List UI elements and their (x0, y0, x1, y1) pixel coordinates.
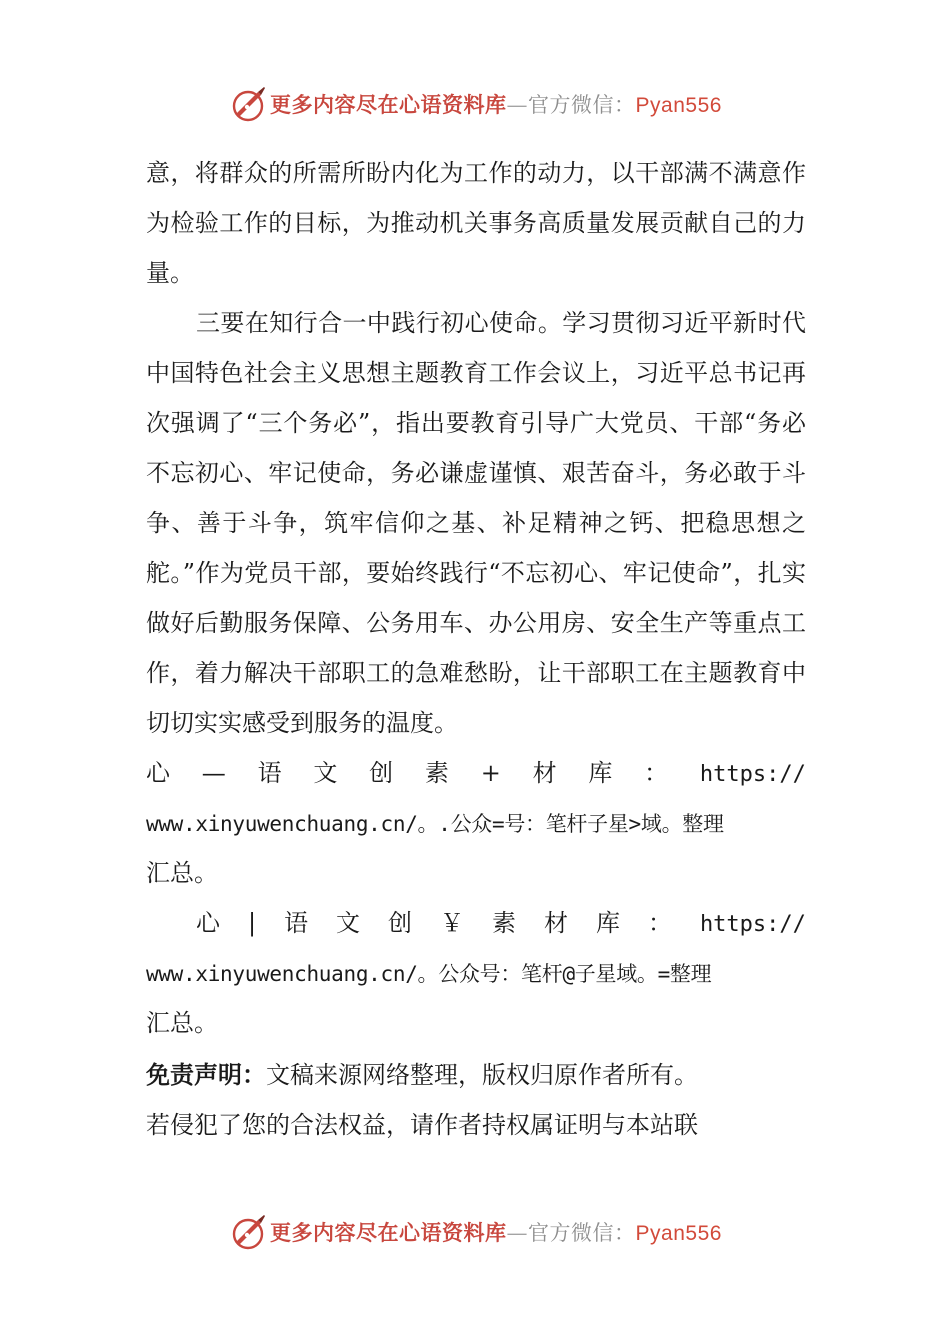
wm2-char: | (247, 909, 257, 937)
wm1-char: 素 (424, 759, 449, 787)
banner-wechat-id: Pyan556 (635, 94, 722, 117)
wm1-char: 材 (532, 759, 557, 787)
wm2-char: 素 (492, 909, 516, 937)
watermark-1-line-1 (146, 748, 806, 798)
wm1-char: — (201, 759, 226, 787)
banner-wechat-label: 官方微信： (528, 1221, 636, 1245)
wm1-char: ： (644, 759, 669, 787)
wm2-char: 创 (388, 909, 413, 937)
paragraph-1: 意，将群众的所需所盼内化为工作的动力，以干部满不满意作为检验工作的目标，为推动机关事务高质量发展贡献自己的力量。 (146, 159, 806, 287)
wm2-char: 心 (196, 909, 220, 937)
document-body (146, 148, 806, 1150)
banner-wechat-id: Pyan556 (635, 1222, 722, 1245)
disclaimer-line-2: 若侵犯了您的合法权益，请作者持权属证明与本站联 (146, 1111, 698, 1139)
watermark-2-line-2 (146, 948, 806, 998)
wm1-char: 库 (588, 759, 613, 787)
wm1-char: + (480, 759, 501, 787)
disclaimer-line-1 (146, 1050, 806, 1100)
wm1-char: 文 (313, 759, 338, 787)
pen-nib-circle-icon (228, 1212, 268, 1252)
header-banner (0, 84, 950, 124)
wm1-char: 语 (257, 759, 282, 787)
wm2-url: https:// (699, 912, 806, 937)
wm2-char: 库 (595, 909, 620, 937)
wm1-url: https:// (699, 762, 806, 787)
watermark-2-line-3: 汇总。 (146, 1009, 218, 1037)
wm1-char: 创 (369, 759, 394, 787)
banner-site-name: 更多内容尽在心语资料库 (270, 1220, 507, 1245)
wm1-line2-text: www.xinyuwenchuang.cn/。.公众=号：笔杆子星>域。整理 (146, 812, 724, 836)
wm2-char: 材 (543, 909, 568, 937)
wm2-char: ： (647, 909, 672, 937)
disclaimer-label: 免责声明： (146, 1061, 266, 1089)
wm2-char: ￥ (440, 909, 465, 937)
watermark-1-line-3: 汇总。 (146, 859, 218, 887)
footer-banner (0, 1212, 950, 1252)
wm2-line2-text: www.xinyuwenchuang.cn/。公众号：笔杆@子星域。=整理 (146, 962, 712, 986)
watermark-2-line-1 (146, 898, 806, 948)
wm2-char: 语 (284, 909, 309, 937)
watermark-1-line-2 (146, 798, 806, 848)
banner-wechat-label: 官方微信： (528, 93, 636, 117)
disclaimer-text: 文稿来源网络整理，版权归原作者所有。 (266, 1061, 698, 1089)
banner-dash: — (506, 1221, 529, 1245)
banner-text (270, 1217, 722, 1247)
banner-text (270, 89, 722, 119)
paragraph-2: 三要在知行合一中践行初心使命。学习贯彻习近平新时代中国特色社会主义思想主题教育工作会议上，习近平总书记再次强调了“三个务必”，指出要教育引导广大党员、干部“务必不忘初心、牢记使命，务必谦虚谨慎、艰苦奋斗，务必敢于斗争、善于斗争，筑牢信仰之基、补足精神之钙、把稳思想之舵。”作为党员干部，要始终践行“不忘初心、牢记使命”，扎实做好后勤服务保障、公务用车、办公用房、安全生产等重点工作，着力解决干部职工的急难愁盼，让干部职工在主题教育中切切实实感受到服务的温度。 (146, 309, 806, 737)
wm2-char: 文 (336, 909, 361, 937)
pen-nib-circle-icon (228, 84, 268, 124)
banner-site-name: 更多内容尽在心语资料库 (270, 92, 507, 117)
banner-dash: — (506, 93, 529, 117)
wm1-char: 心 (146, 759, 170, 787)
